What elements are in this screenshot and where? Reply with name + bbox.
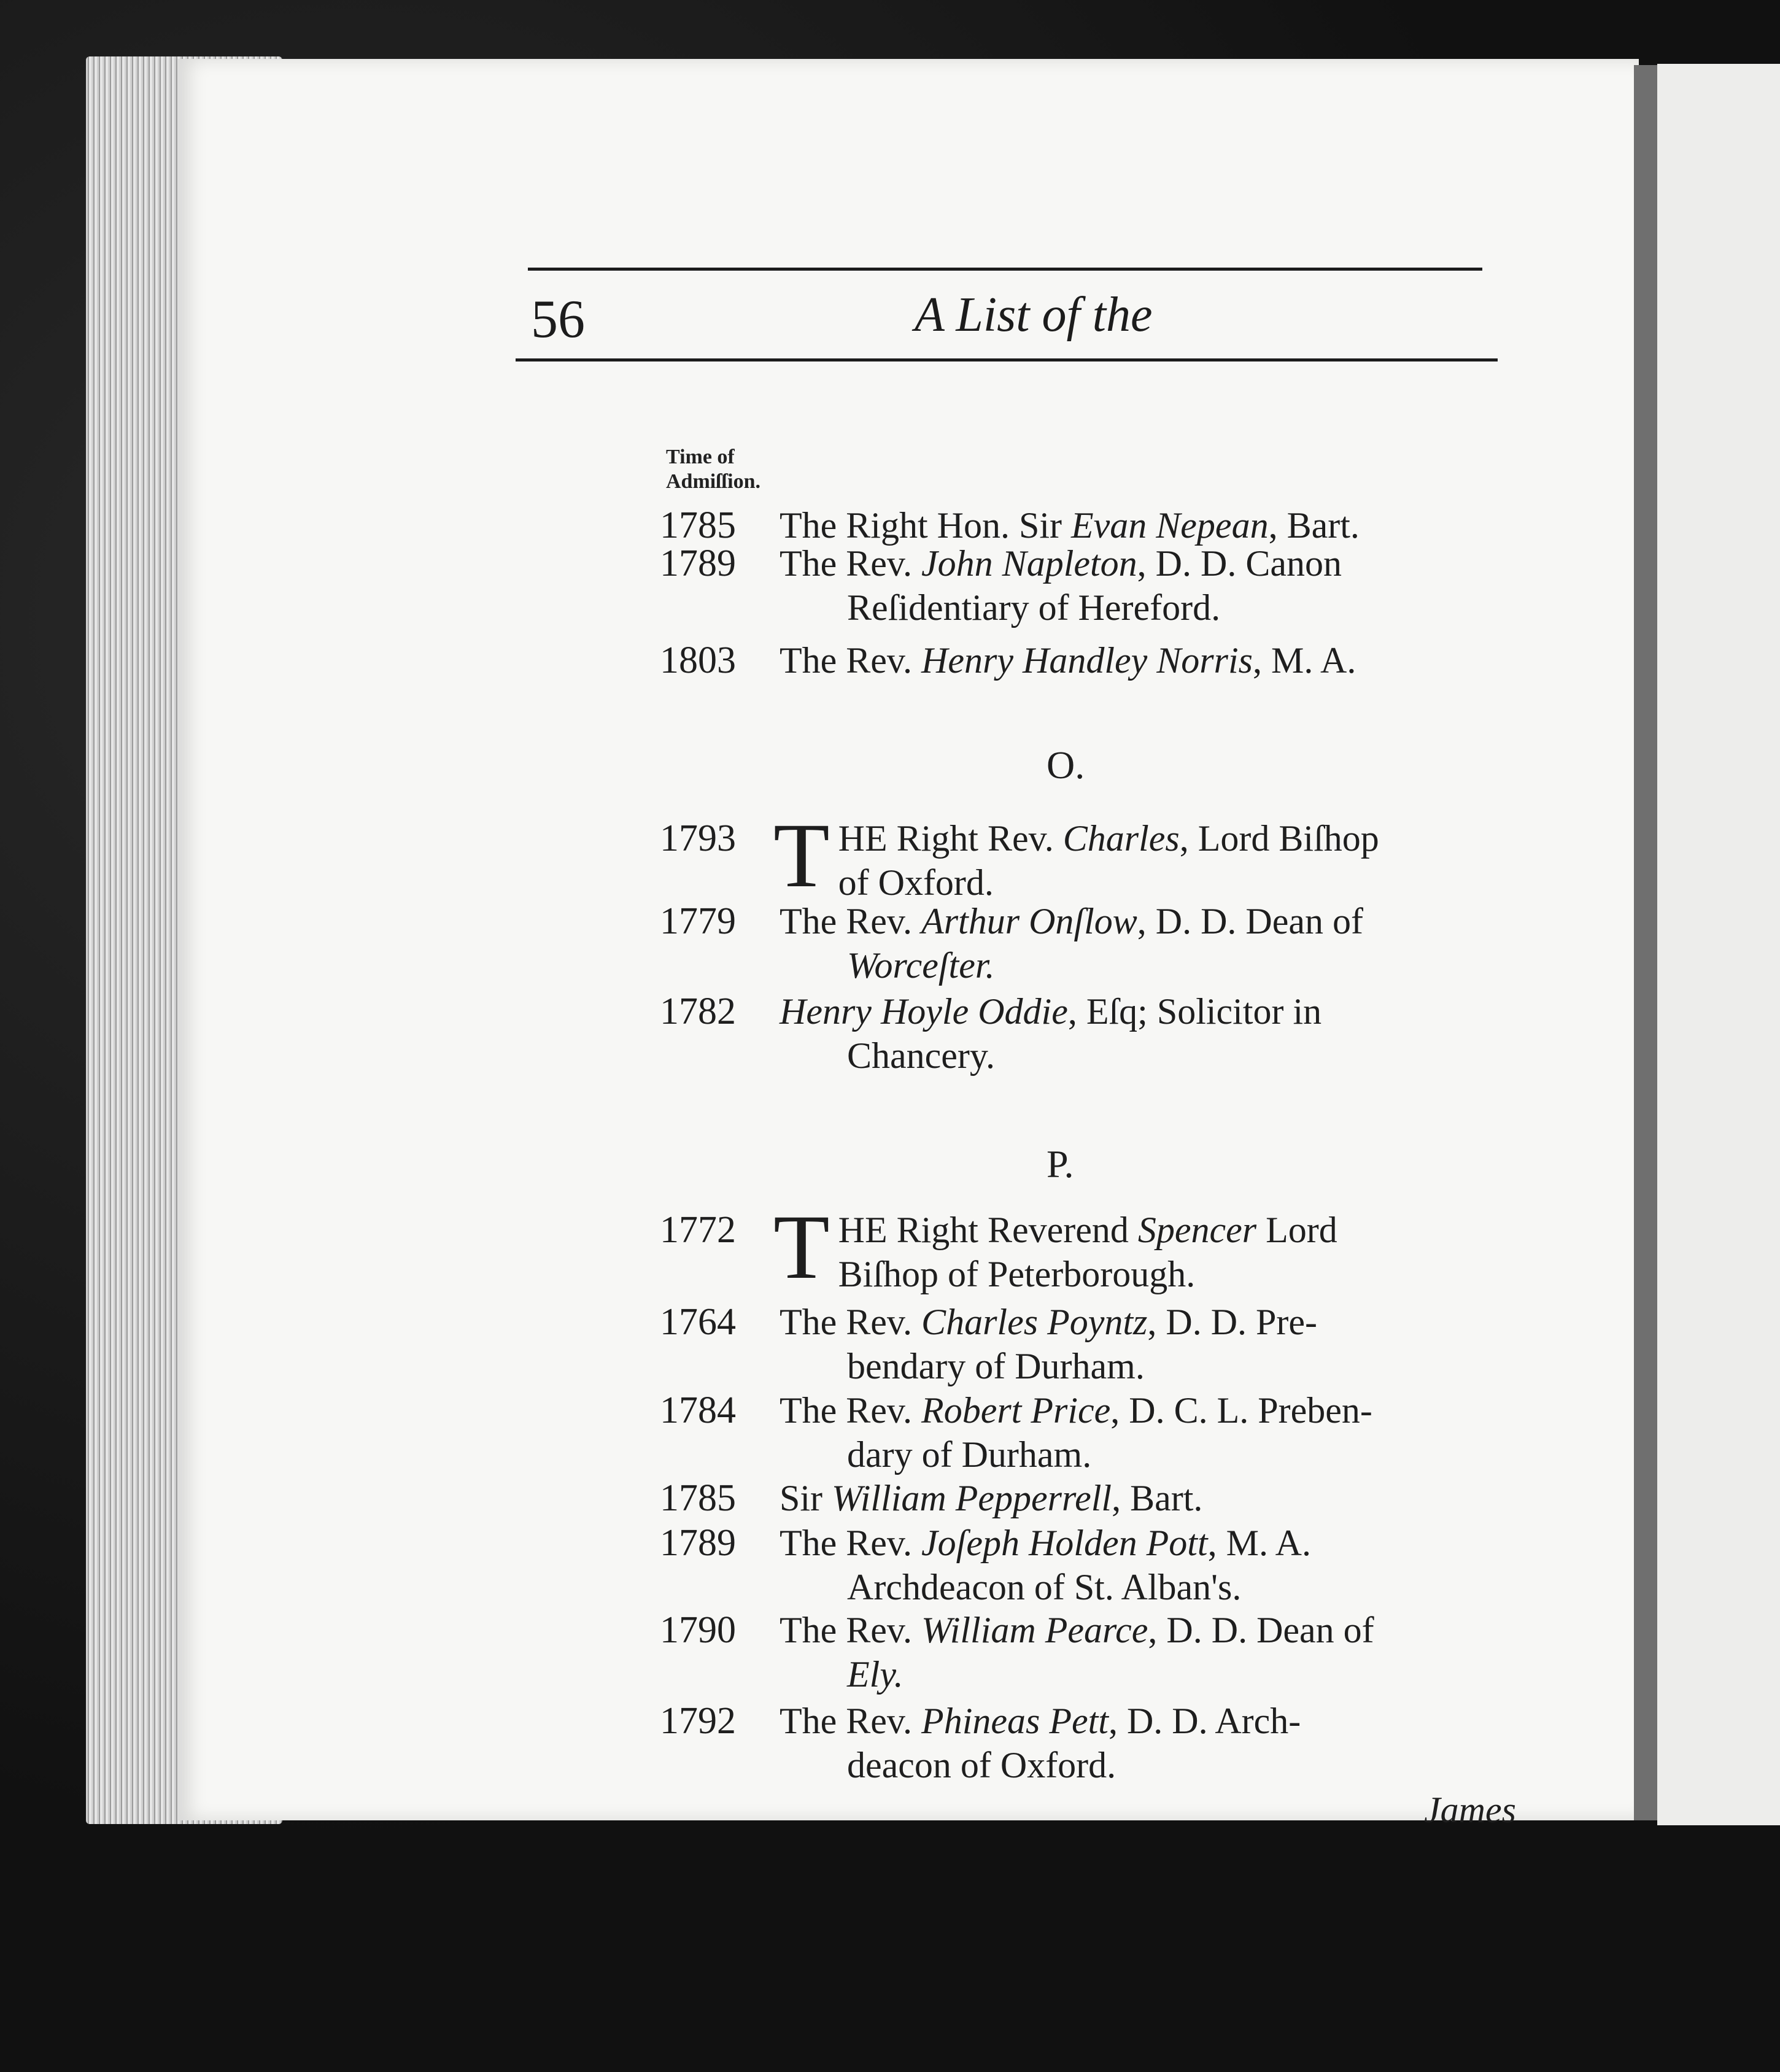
column-label: Time of Admiſſion. — [666, 446, 760, 493]
entry-prefix: The Rev. — [780, 901, 922, 941]
catchword: James — [1424, 1790, 1516, 1830]
list-entry — [660, 899, 1519, 988]
entry-year: 1785 — [660, 504, 736, 546]
entry-year: 1785 — [660, 1477, 736, 1519]
list-entry — [660, 1196, 1519, 1298]
entry-year: 1793 — [660, 818, 736, 859]
entry-year: 1772 — [660, 1209, 736, 1251]
list-entry — [660, 1388, 1519, 1477]
entry-year: 1782 — [660, 991, 736, 1032]
entry-name: Charles — [1062, 818, 1180, 859]
list-entry — [660, 541, 1519, 630]
entry-prefix: The Rev. — [780, 1701, 922, 1741]
header-rule-bottom — [516, 358, 1498, 361]
entry-name: Evan Nepean — [1071, 505, 1269, 546]
entry-prefix: HE Right Reverend — [838, 1210, 1138, 1250]
entry-name: Joſeph Holden Pott — [921, 1523, 1208, 1563]
section-letter: P. — [1047, 1142, 1074, 1186]
entry-suffix: , M. A. — [1207, 1523, 1311, 1563]
entry-name: John Napleton — [921, 543, 1137, 584]
entry-suffix: , D. D. Canon — [1137, 543, 1342, 584]
entry-continuation: Archdeacon of St. Alban's. — [847, 1567, 1242, 1607]
entry-prefix: The Rev. — [780, 543, 922, 584]
entry-continuation: dary of Durham. — [847, 1434, 1092, 1475]
header-rule-top — [528, 268, 1482, 271]
entry-prefix: The Rev. — [780, 1523, 922, 1563]
entry-name: Charles Poyntz — [921, 1302, 1148, 1342]
entry-continuation: Chancery. — [847, 1035, 995, 1076]
list-entry — [660, 1300, 1519, 1388]
entry-name: Henry Hoyle Oddie — [780, 991, 1068, 1032]
section-letter: O. — [1047, 743, 1085, 787]
list-entry — [660, 638, 1519, 682]
entry-continuation: bendary of Durham. — [847, 1346, 1145, 1386]
entry-prefix: Sir — [780, 1478, 832, 1518]
entry-suffix: , D. D. Pre- — [1147, 1302, 1317, 1342]
list-entry — [660, 1476, 1519, 1520]
entry-year: 1789 — [660, 543, 736, 584]
entry-continuation: Worceſter. — [847, 945, 995, 986]
drop-cap: T — [773, 805, 830, 906]
entry-continuation: Ely. — [847, 1654, 904, 1695]
page-gutter-shadow — [1634, 65, 1657, 1820]
entry-suffix: , D. D. Dean of — [1137, 901, 1363, 941]
entry-suffix: , M. A. — [1253, 640, 1356, 681]
entry-year: 1764 — [660, 1301, 736, 1343]
entry-year: 1792 — [660, 1700, 736, 1742]
entry-continuation: of Oxford. — [838, 862, 994, 903]
running-head: A List of the — [915, 288, 1153, 342]
entry-name: Henry Handley Norris — [921, 640, 1253, 681]
entry-name: William Pepperrell — [832, 1478, 1112, 1518]
page-number: 56 — [531, 290, 585, 349]
entry-suffix: , D. D. Dean of — [1148, 1610, 1374, 1650]
entry-suffix: , D. D. Arch- — [1108, 1701, 1301, 1741]
entry-prefix: HE Right Rev. — [838, 818, 1063, 859]
list-entry — [660, 1699, 1519, 1787]
entry-name: Arthur Onſlow — [921, 901, 1137, 941]
list-entry — [660, 1521, 1519, 1609]
drop-cap: T — [773, 1196, 830, 1298]
entry-continuation: Reſidentiary of Hereford. — [847, 587, 1221, 628]
list-entry — [660, 1608, 1519, 1696]
entry-year: 1784 — [660, 1390, 736, 1431]
entry-prefix: The Rev. — [780, 1302, 922, 1342]
entry-year: 1790 — [660, 1609, 736, 1651]
entry-name: Phineas Pett — [921, 1701, 1109, 1741]
entry-year: 1789 — [660, 1522, 736, 1564]
entry-name: William Pearce — [921, 1610, 1148, 1650]
entry-year: 1779 — [660, 900, 736, 942]
entry-suffix: , Bart. — [1268, 505, 1360, 546]
entry-continuation: Biſhop of Peterborough. — [838, 1254, 1196, 1294]
entry-suffix: , Eſq; Solicitor in — [1067, 991, 1322, 1032]
entry-suffix: Lord — [1256, 1210, 1337, 1250]
list-entry — [660, 989, 1519, 1078]
entry-prefix: The Rev. — [780, 1390, 922, 1431]
entry-prefix: The Rev. — [780, 640, 922, 681]
entry-suffix: , D. C. L. Preben- — [1110, 1390, 1372, 1431]
facing-page-edge — [1657, 64, 1780, 1825]
list-entry — [660, 805, 1519, 906]
entry-name: Robert Price — [921, 1390, 1111, 1431]
entry-prefix: The Right Hon. Sir — [780, 505, 1071, 546]
entry-suffix: , Lord Biſhop — [1179, 818, 1379, 859]
entry-suffix: , Bart. — [1112, 1478, 1203, 1518]
entry-name: Spencer — [1137, 1210, 1257, 1250]
entry-year: 1803 — [660, 640, 736, 681]
entry-prefix: The Rev. — [780, 1610, 922, 1650]
entry-continuation: deacon of Oxford. — [847, 1745, 1116, 1785]
